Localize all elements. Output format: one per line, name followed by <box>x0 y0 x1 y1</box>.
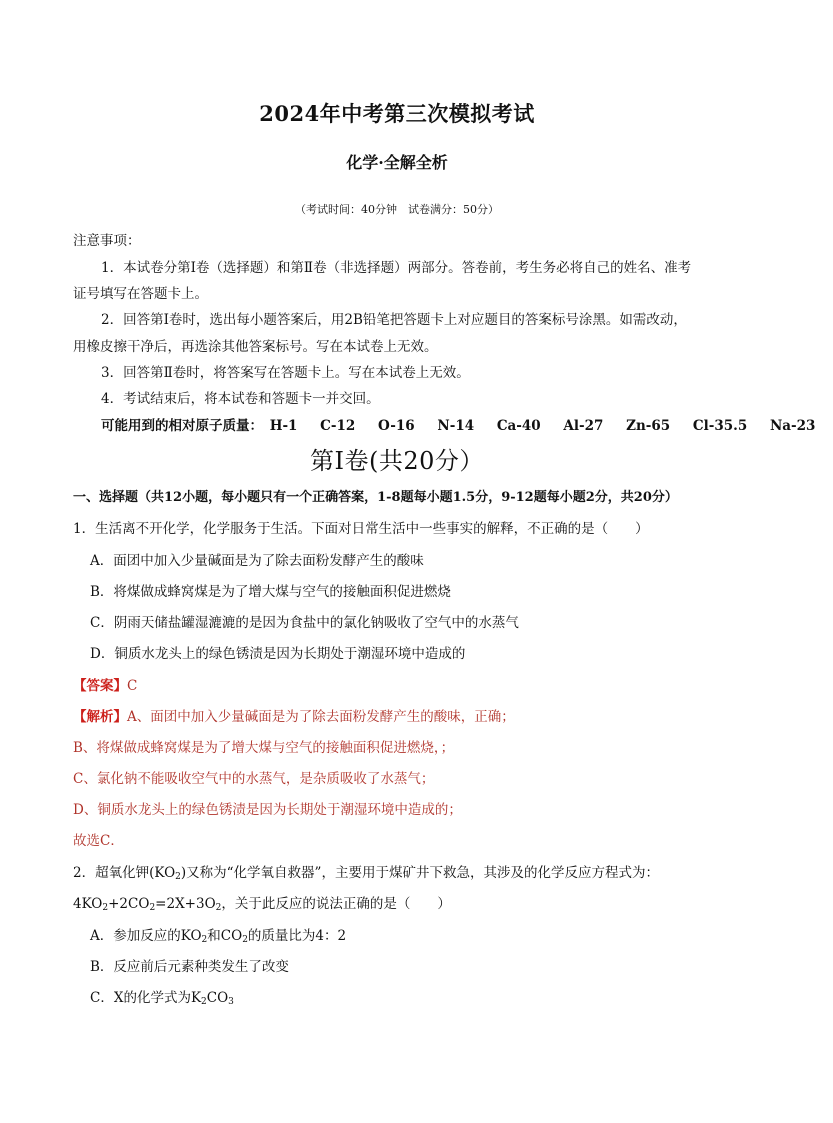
option-part: C．X的化学式为K <box>90 990 202 1006</box>
q1-answer <box>73 674 137 694</box>
q1-stem: 1．生活离不开化学，化学服务于生活。下面对日常生活中一些事实的解释，不正确的是（ ） <box>73 521 649 537</box>
page-subtitle: 化学·全解全析 <box>346 153 448 172</box>
equation-part: 4KO <box>73 896 103 912</box>
notice-item-2-line-1: 2．回答第Ⅰ卷时，选出每小题答案后，用2B铅笔把答题卡上对应题目的答案标号涂黑。如需改动， <box>101 312 687 328</box>
q2-option-c <box>90 986 234 1006</box>
mass-al: Al-27 <box>563 418 604 434</box>
notice-item-4: 4．考试结束后，将本试卷和答题卡一并交回。 <box>101 391 380 407</box>
subscript: 2 <box>102 903 109 913</box>
subscript: 3 <box>228 997 234 1007</box>
equation-part: ，关于此反应的说法正确的是（ ） <box>221 896 451 912</box>
q1-option-c: C．阴雨天储盐罐湿漉漉的是因为食盐中的氯化钠吸收了空气中的水蒸气 <box>90 615 519 631</box>
equation-part: =2X+3O <box>155 896 216 912</box>
atomic-masses-label: 可能用到的相对原子质量： <box>101 418 263 434</box>
subscript: 2 <box>175 872 181 882</box>
subscript: 2 <box>215 903 222 913</box>
q1-analysis-a <box>73 705 515 725</box>
q2-equation <box>73 892 451 912</box>
q2-stem <box>73 861 659 881</box>
analysis-tag: 【解析】 <box>73 709 127 725</box>
subscript: 2 <box>242 935 248 945</box>
analysis-a-text: A、面团中加入少量碱面是为了除去面粉发酵产生的酸味，正确； <box>127 709 515 725</box>
option-part: 和CO <box>207 928 243 944</box>
q1-option-a: A．面团中加入少量碱面是为了除去面粉发酵产生的酸味 <box>90 553 424 569</box>
q1-option-b: B．将煤做成蜂窝煤是为了增大煤与空气的接触面积促进燃烧 <box>90 584 451 600</box>
subscript: 2 <box>149 903 156 913</box>
option-part: A．参加反应的KO <box>90 928 202 944</box>
q2-stem-part: )又称为“化学氧自救器”，主要用于煤矿井下救急，其涉及的化学反应方程式为： <box>180 865 659 881</box>
atomic-masses-line <box>101 414 833 434</box>
q1-analysis-b: B、将煤做成蜂窝煤是为了增大煤与空气的接触面积促进燃烧，； <box>73 740 455 756</box>
subscript: 2 <box>201 997 207 1007</box>
notice-item-3: 3．回答第Ⅱ卷时，将答案写在答题卡上。写在本试卷上无效。 <box>101 365 470 381</box>
answer-tag: 【答案】 <box>73 678 127 694</box>
q2-stem-part: 2．超氧化钾(KO <box>73 865 176 881</box>
equation-part: +2CO <box>108 896 150 912</box>
subscript: 2 <box>201 935 208 945</box>
notice-item-2-line-2: 用橡皮擦干净后，再选涂其他答案标号。写在本试卷上无效。 <box>73 339 438 355</box>
option-part: 的质量比为4：2 <box>247 928 347 944</box>
q2-option-a <box>90 924 346 944</box>
mass-ca: Ca-40 <box>496 418 541 434</box>
exam-meta: （考试时间：40分钟 试卷满分：50分） <box>295 203 499 216</box>
mass-na: Na-23 <box>769 418 816 434</box>
q1-option-d: D．铜质水龙头上的绿色锈渍是因为长期处于潮湿环境中造成的 <box>90 646 466 662</box>
mass-n: N-14 <box>437 418 475 434</box>
q2-option-b: B．反应前后元素种类发生了改变 <box>90 959 289 975</box>
q1-conclusion: 故选C． <box>73 833 124 849</box>
option-part: CO <box>206 990 229 1006</box>
mass-c: C-12 <box>320 418 356 434</box>
section-title: 第Ⅰ卷(共20分） <box>310 447 484 475</box>
notice-item-1-line-2: 证号填写在答题卡上。 <box>73 286 208 302</box>
mass-cl: Cl-35.5 <box>692 418 748 434</box>
notice-item-1-line-1: 1．本试卷分第Ⅰ卷（选择题）和第Ⅱ卷（非选择题）两部分。答卷前，考生务必将自己的姓名、准考 <box>101 260 692 276</box>
q1-analysis-c: C、氯化钠不能吸收空气中的水蒸气，是杂质吸收了水蒸气； <box>73 771 435 787</box>
mass-o: O-16 <box>378 418 415 434</box>
q1-analysis-d: D、铜质水龙头上的绿色锈渍是因为长期处于潮湿环境中造成的； <box>73 802 462 818</box>
section-instruction: 一、选择题（共12小题，每小题只有一个正确答案，1-8题每小题1.5分，9-12题每小题2分，共20分） <box>73 490 678 505</box>
mass-h: H-1 <box>269 418 298 434</box>
answer-value: C <box>127 678 138 694</box>
mass-zn: Zn-65 <box>626 418 671 434</box>
page-title: 2024年中考第三次模拟考试 <box>259 101 535 126</box>
notice-heading: 注意事项： <box>73 233 141 249</box>
